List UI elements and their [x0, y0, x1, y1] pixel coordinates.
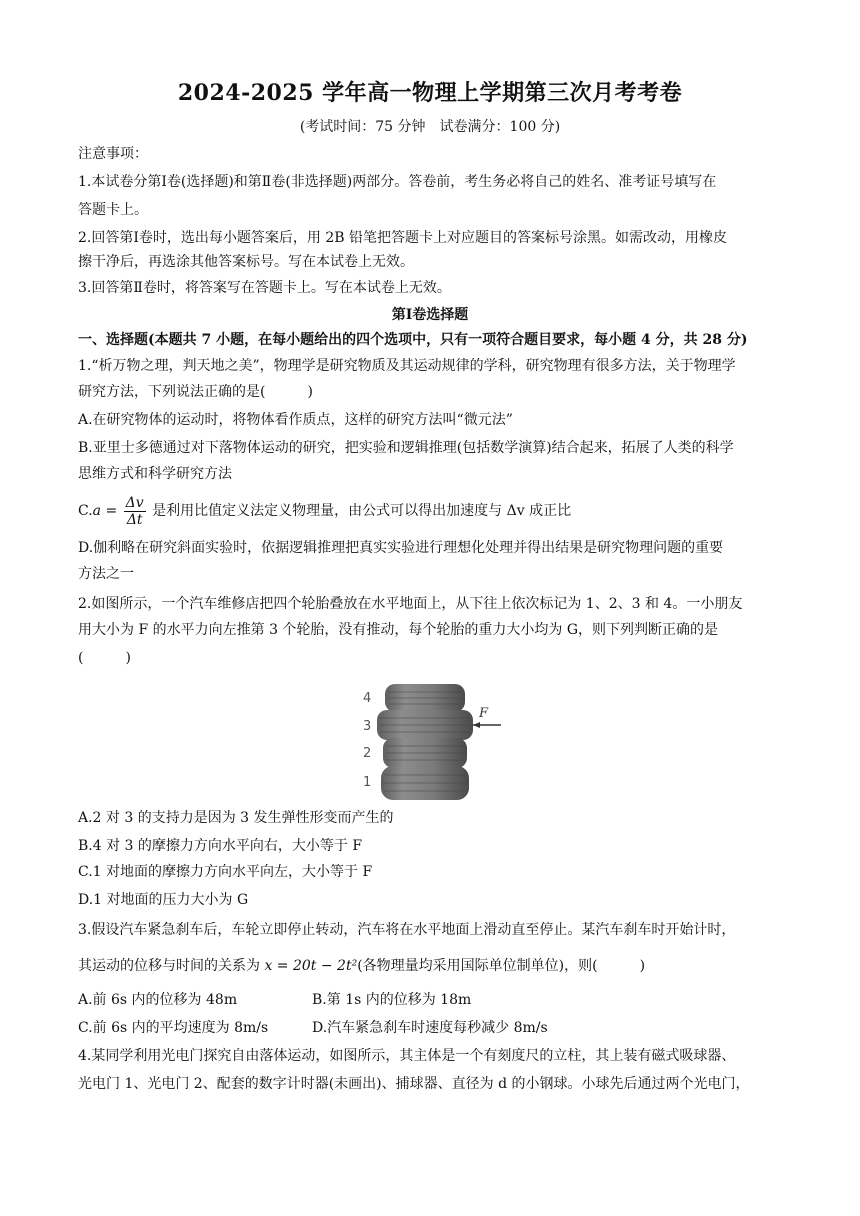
page-title: 2024-2025 学年高一物理上学期第三次月考考卷: [177, 80, 683, 106]
q3-option-c: C.前 6s 内的平均速度为 8m/s: [78, 1020, 269, 1036]
arrow-head-icon: [473, 722, 480, 728]
tire-2: [383, 738, 467, 768]
section-title: 第Ⅰ卷选择题: [391, 307, 469, 323]
q1-option-d-line-2: 方法之一: [78, 566, 134, 582]
note-2-line-2: 擦干净后，再选涂其他答案标号。写在本试卷上无效。: [78, 254, 414, 270]
q3-option-a: A.前 6s 内的位移为 48m: [78, 992, 238, 1008]
note-1-line-1: 1.本试卷分第Ⅰ卷(选择题)和第Ⅱ卷(非选择题)两部分。答卷前，考生务必将自己的姓名、准考证号填写在: [78, 174, 717, 190]
q1-option-b-line-2: 思维方式和科学研究方法: [78, 466, 232, 482]
q1-stem-line-1: 1.“析万物之理，判天地之美”，物理学是研究物质及其运动规律的学科，研究物理有很多方法，关于物理学: [78, 358, 736, 374]
q4-stem-line-1: 4.某同学利用光电门探究自由落体运动，如图所示，其主体是一个有刻度尺的立柱，其上装有磁式吸球器、: [78, 1048, 736, 1064]
q2-option-b: B.4 对 3 的摩擦力方向水平向右，大小等于 F: [78, 838, 363, 854]
q2-stem-line-1: 2.如图所示，一个汽车维修店把四个轮胎叠放在水平地面上，从下往上依次标记为 1、2、3 和 4。一小朋友: [78, 596, 743, 612]
q3-stem-prefix: 其运动的位移与时间的关系为: [78, 958, 265, 974]
q1-option-d-line-1: D.伽利略在研究斜面实验时，依据逻辑推理把真实实验进行理想化处理并得出结果是研究物理问题的重要: [78, 540, 724, 556]
tire-label-3: 3: [363, 719, 372, 734]
force-label: F: [479, 706, 489, 721]
q1-option-a: A.在研究物体的运动时，将物体看作质点，这样的研究方法叫“微元法”: [78, 412, 513, 428]
q3-option-b: B.第 1s 内的位移为 18m: [312, 992, 472, 1008]
q4-stem-line-2: 光电门 1、光电门 2、配套的数字计时器(未画出)、捕球器、直径为 d 的小钢球。小球先后通过两个光电门，: [78, 1076, 750, 1092]
q2-option-c: C.1 对地面的摩擦力方向水平向左，大小等于 F: [78, 864, 373, 880]
formula-equals: =: [101, 503, 122, 519]
stacked-tires-figure: [355, 680, 505, 810]
q2-stem-line-2: 用大小为 F 的水平力向左推第 3 个轮胎，没有推动，每个轮胎的重力大小均为 G，则下列判断正确的是: [78, 622, 719, 638]
formula-variable: a: [92, 503, 102, 519]
note-2-line-1: 2.回答第Ⅰ卷时，选出每小题答案后，用 2B 铅笔把答题卡上对应题目的答案标号涂黑。如需改动，用橡皮: [78, 230, 727, 246]
option-c-label: C.: [78, 503, 93, 519]
tire-1: [381, 766, 469, 800]
q1-stem-line-2: 研究方法，下列说法正确的是( ): [78, 384, 313, 400]
q3-stem-suffix: (各物理量均采用国际单位制单位)，则( ): [357, 958, 646, 974]
exam-info: (考试时间：75 分钟 试卷满分：100 分): [299, 119, 561, 135]
fraction-numerator: Δv: [125, 494, 144, 511]
tire-label-4: 4: [363, 691, 372, 706]
note-1-line-2: 答题卡上。: [78, 202, 148, 218]
q3-formula: x = 20t − 2t²: [264, 958, 358, 974]
option-c-text: 是利用比值定义法定义物理量，由公式可以得出加速度与 Δv 成正比: [147, 503, 572, 519]
q3-stem-line-1: 3.假设汽车紧急刹车后，车轮立即停止转动，汽车将在水平地面上滑动直至停止。某汽车刹车时开始计时，: [78, 922, 736, 938]
q1-option-b-line-1: B.亚里士多德通过对下落物体运动的研究，把实验和逻辑推理(包括数学演算)结合起来，拓展了人类的科学: [78, 440, 734, 456]
fraction-denominator: Δt: [126, 511, 143, 528]
tire-label-2: 2: [363, 746, 372, 761]
tire-4: [385, 684, 465, 712]
formula-fraction: [124, 495, 146, 528]
q3-option-d: D.汽车紧急刹车时速度每秒减少 8m/s: [312, 1020, 548, 1036]
q2-stem-line-3: ( ): [78, 650, 131, 666]
q2-option-d: D.1 对地面的压力大小为 G: [78, 892, 249, 908]
q2-option-a: A.2 对 3 的支持力是因为 3 发生弹性形变而产生的: [78, 810, 394, 826]
q3-stem-line-2: [78, 956, 800, 976]
q1-option-c: [78, 494, 800, 528]
part-heading: 一、选择题(本题共 7 小题，在每小题给出的四个选项中，只有一项符合题目要求，每小题 4 分，共 28 分): [78, 332, 748, 348]
notes-heading: 注意事项：: [78, 146, 148, 162]
tire-label-1: 1: [363, 775, 372, 790]
tire-3: [377, 710, 473, 740]
note-3: 3.回答第Ⅱ卷时，将答案写在答题卡上。写在本试卷上无效。: [78, 280, 451, 296]
